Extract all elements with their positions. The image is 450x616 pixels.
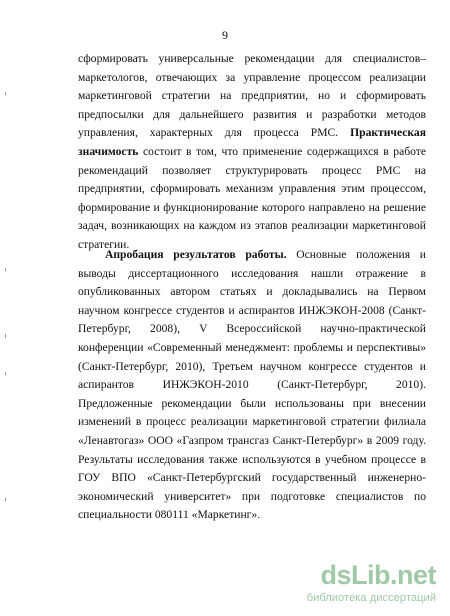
margin-mark [5,498,6,501]
margin-mark [5,268,6,271]
logo-wordmark: dsLib.net [320,560,436,590]
paragraph-approbation [78,246,426,525]
text-block-approbation [78,246,426,525]
logo-tagline: библиотека диссертаций [306,592,436,604]
margin-mark [5,92,6,95]
page-number: 9 [222,28,228,42]
bold-heading-approbation: Апробация результатов работы. [105,248,287,261]
margin-mark [5,334,6,338]
paragraph-text: состоит в том, что применение содержащихся в работе рекомендаций позволяет структурировать процесс РМС на предприятии, сформировать механизм управления этим процессом, формирование и функционирование которого направлено на решение задач, возникающих на каждом из этапов реализации маркетинговой стратегии. [78,144,426,251]
margin-mark [5,372,6,375]
paragraph-significance [78,50,426,255]
paragraph-text: сформировать универсальные рекомендации для специалистов–маркетологов, отвечающих за управление процессом реализации маркетинговой стратегии на предприятии, но и сформировать предпосылки для дальнейшего развития и разработки методов управления, характерных для процесса РМС. [78,52,426,140]
text-block-continuation [78,50,426,255]
bold-heading-significance: Практическая значимость [78,126,426,158]
paragraph-text: Основные положения и выводы диссертационного исследования нашли отражение в опубликованных автором статьях и докладывались на Первом научном конгрессе студентов и аспирантов ИНЖЭКОН-2008 (Санкт-Петербург, 2008), V Всероссийской научно-практической конференции «Современный менеджмент: проблемы и перспективы» (Санкт-Петербург, 2010), Третьем научном конгрессе студентов и аспирантов ИНЖЭКОН-2010 (Санкт-Петербург, 2010). Предложенные рекомендации были использованы при внесении изменений в процесс реализации маркетинговой стратегии филиала «Ленавтогаз» ООО «Газпром трансгаз Санкт-Петербург» в 2009 году. Результаты исследования также используются в учебном процессе в ГОУ ВПО «Санкт-Петербургский государственный инженерно-экономический университет» при подготовке специалистов по специальности 080111 «Маркетинг». [78,248,426,522]
dslib-watermark-logo [286,560,436,604]
